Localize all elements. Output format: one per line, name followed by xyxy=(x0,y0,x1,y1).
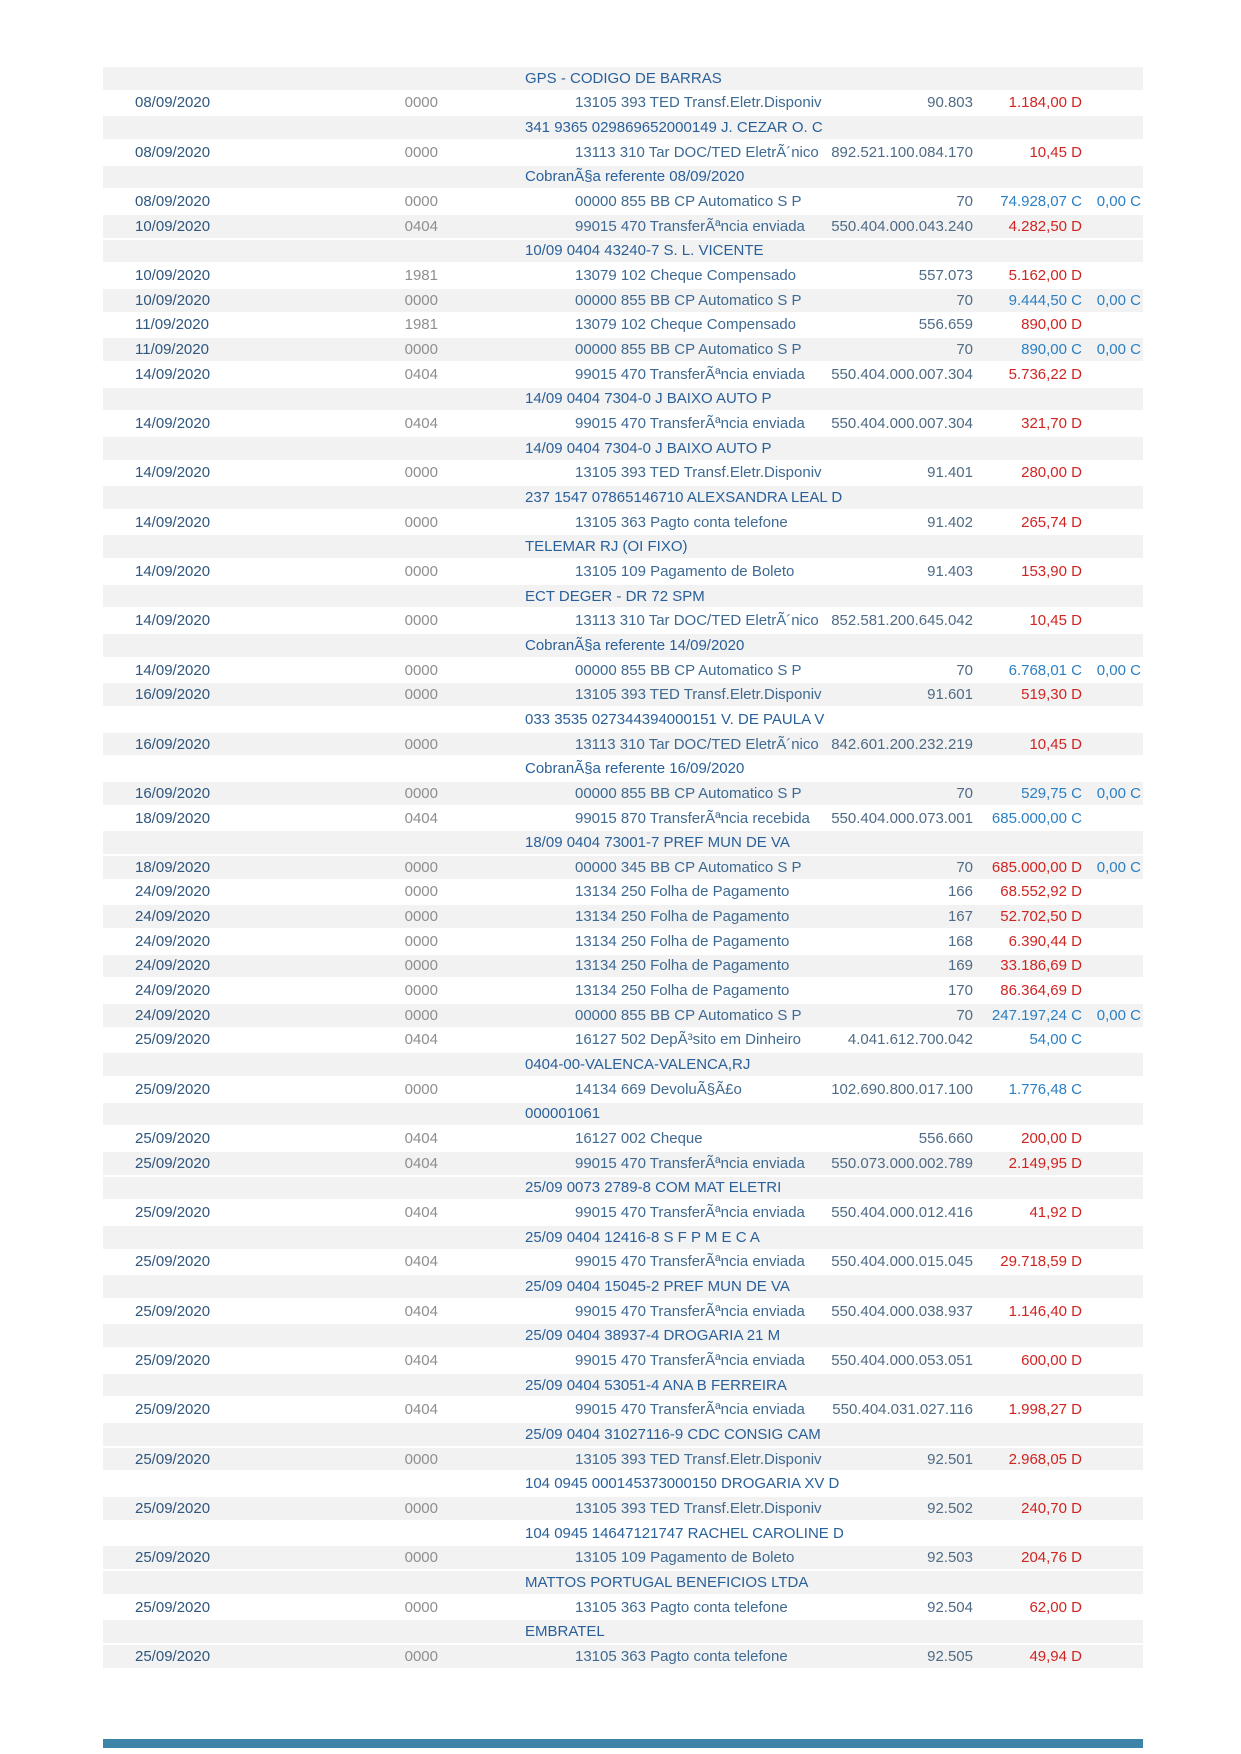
document-number-cell: 550.073.000.002.789 xyxy=(831,1154,973,1172)
transaction-row xyxy=(103,1497,1143,1522)
description-cell: 13134 250 Folha de Pagamento xyxy=(575,908,790,926)
document-number-cell: 550.404.000.053.051 xyxy=(831,1351,973,1369)
document-number-cell: 557.073 xyxy=(918,267,973,285)
transaction-row xyxy=(103,412,1143,437)
detail-text-cell: 0404-00-VALENCA-VALENCA,RJ xyxy=(525,1056,751,1074)
detail-row xyxy=(103,240,1143,265)
detail-row xyxy=(103,388,1143,413)
balance-cell: 0,00 C xyxy=(1096,341,1141,359)
date-cell: 25/09/2020 xyxy=(135,1549,211,1567)
detail-text-cell: 000001061 xyxy=(525,1105,601,1123)
branch-code-cell: 0000 xyxy=(404,883,438,901)
detail-row xyxy=(103,1620,1143,1645)
balance-cell: 0,00 C xyxy=(1096,1006,1141,1024)
branch-code-cell: 0000 xyxy=(404,932,438,950)
document-number-cell: 167 xyxy=(947,908,973,926)
balance-cell: 0,00 C xyxy=(1096,193,1141,211)
detail-row xyxy=(103,1522,1143,1547)
transaction-table xyxy=(103,67,1143,1670)
branch-code-cell: 0404 xyxy=(404,1401,438,1419)
value-cell: 1.146,40 D xyxy=(1008,1302,1082,1320)
transaction-row xyxy=(103,264,1143,289)
detail-row xyxy=(103,437,1143,462)
value-cell: 33.186,69 D xyxy=(1000,957,1082,975)
document-number-cell: 70 xyxy=(956,661,973,679)
date-cell: 16/09/2020 xyxy=(135,735,211,753)
document-number-cell: 550.404.031.027.116 xyxy=(832,1401,973,1419)
transaction-row xyxy=(103,215,1143,240)
document-number-cell: 550.404.000.043.240 xyxy=(831,217,973,235)
detail-text-cell: 341 9365 029869652000149 J. CEZAR O. C xyxy=(525,119,823,137)
description-cell: 13105 393 TED Transf.Eletr.Disponiv xyxy=(575,686,822,704)
transaction-row xyxy=(103,979,1143,1004)
description-cell: 99015 470 TransferÃªncia enviada xyxy=(575,415,805,433)
value-cell: 153,90 D xyxy=(1021,562,1082,580)
document-number-cell: 170 xyxy=(947,982,973,1000)
value-cell: 49,94 D xyxy=(1029,1647,1082,1665)
detail-text-cell: TELEMAR RJ (OI FIXO) xyxy=(525,538,688,556)
detail-row xyxy=(103,535,1143,560)
transaction-row xyxy=(103,905,1143,930)
description-cell: 13105 363 Pagto conta telefone xyxy=(575,513,788,531)
document-number-cell: 556.659 xyxy=(918,316,973,334)
document-number-cell: 892.521.100.084.170 xyxy=(831,143,973,161)
transaction-row xyxy=(103,314,1143,339)
detail-text-cell: ECT DEGER - DR 72 SPM xyxy=(525,587,705,605)
date-cell: 10/09/2020 xyxy=(135,291,211,309)
branch-code-cell: 0404 xyxy=(404,1253,438,1271)
transaction-row xyxy=(103,659,1143,684)
transaction-row xyxy=(103,289,1143,314)
transaction-row xyxy=(103,1152,1143,1177)
transaction-row xyxy=(103,92,1143,117)
transaction-row xyxy=(103,190,1143,215)
description-cell: 99015 470 TransferÃªncia enviada xyxy=(575,1302,805,1320)
detail-row xyxy=(103,634,1143,659)
detail-row xyxy=(103,585,1143,610)
description-cell: 00000 855 BB CP Automatico S P xyxy=(575,784,802,802)
value-cell: 5.736,22 D xyxy=(1008,365,1082,383)
detail-text-cell: 14/09 0404 7304-0 J BAIXO AUTO P xyxy=(525,390,772,408)
branch-code-cell: 0000 xyxy=(404,1080,438,1098)
detail-text-cell: MATTOS PORTUGAL BENEFICIOS LTDA xyxy=(525,1573,809,1591)
document-number-cell: 91.601 xyxy=(927,686,973,704)
description-cell: 99015 870 TransferÃªncia recebida xyxy=(575,809,810,827)
detail-row xyxy=(103,166,1143,191)
transaction-row xyxy=(103,609,1143,634)
balance-cell: 0,00 C xyxy=(1096,858,1141,876)
value-cell: 519,30 D xyxy=(1021,686,1082,704)
document-number-cell: 70 xyxy=(956,291,973,309)
transaction-row xyxy=(103,930,1143,955)
detail-text-cell: 25/09 0404 12416-8 S F P M E C A xyxy=(525,1228,760,1246)
detail-row xyxy=(103,1053,1143,1078)
date-cell: 08/09/2020 xyxy=(135,143,211,161)
value-cell: 600,00 D xyxy=(1021,1351,1082,1369)
transaction-row xyxy=(103,1004,1143,1029)
date-cell: 25/09/2020 xyxy=(135,1302,211,1320)
branch-code-cell: 0000 xyxy=(404,908,438,926)
branch-code-cell: 0404 xyxy=(404,1204,438,1222)
value-cell: 240,70 D xyxy=(1021,1499,1082,1517)
branch-code-cell: 0000 xyxy=(404,982,438,1000)
value-cell: 1.776,48 C xyxy=(1008,1080,1082,1098)
value-cell: 529,75 C xyxy=(1021,784,1082,802)
description-cell: 00000 855 BB CP Automatico S P xyxy=(575,1006,802,1024)
document-number-cell: 550.404.000.007.304 xyxy=(831,365,973,383)
detail-text-cell: 104 0945 000145373000150 DROGARIA XV D xyxy=(525,1475,840,1493)
branch-code-cell: 0000 xyxy=(404,464,438,482)
document-number-cell: 550.404.000.038.937 xyxy=(831,1302,973,1320)
date-cell: 25/09/2020 xyxy=(135,1401,211,1419)
value-cell: 74.928,07 C xyxy=(1000,193,1082,211)
description-cell: 00000 855 BB CP Automatico S P xyxy=(575,661,802,679)
document-number-cell: 4.041.612.700.042 xyxy=(847,1031,973,1049)
date-cell: 14/09/2020 xyxy=(135,513,211,531)
date-cell: 24/09/2020 xyxy=(135,982,211,1000)
value-cell: 54,00 C xyxy=(1029,1031,1082,1049)
description-cell: 13105 393 TED Transf.Eletr.Disponiv xyxy=(575,94,822,112)
date-cell: 08/09/2020 xyxy=(135,94,211,112)
document-number-cell: 169 xyxy=(947,957,973,975)
document-number-cell: 852.581.200.645.042 xyxy=(831,612,973,630)
transaction-row xyxy=(103,1201,1143,1226)
date-cell: 25/09/2020 xyxy=(135,1031,211,1049)
description-cell: 13105 393 TED Transf.Eletr.Disponiv xyxy=(575,1499,822,1517)
date-cell: 10/09/2020 xyxy=(135,217,211,235)
transaction-row xyxy=(103,683,1143,708)
branch-code-cell: 1981 xyxy=(404,316,438,334)
detail-row xyxy=(103,1423,1143,1448)
date-cell: 14/09/2020 xyxy=(135,464,211,482)
transaction-row xyxy=(103,141,1143,166)
transaction-row xyxy=(103,733,1143,758)
value-cell: 2.149,95 D xyxy=(1008,1154,1082,1172)
document-number-cell: 842.601.200.232.219 xyxy=(831,735,973,753)
detail-row xyxy=(103,708,1143,733)
branch-code-cell: 0000 xyxy=(404,1598,438,1616)
date-cell: 14/09/2020 xyxy=(135,415,211,433)
transaction-row xyxy=(103,338,1143,363)
description-cell: 13113 310 Tar DOC/TED EletrÃ´nico xyxy=(575,143,819,161)
branch-code-cell: 0404 xyxy=(404,1351,438,1369)
detail-text-cell: 14/09 0404 7304-0 J BAIXO AUTO P xyxy=(525,439,772,457)
value-cell: 204,76 D xyxy=(1021,1549,1082,1567)
branch-code-cell: 0000 xyxy=(404,1499,438,1517)
description-cell: 00000 855 BB CP Automatico S P xyxy=(575,291,802,309)
detail-text-cell: 237 1547 07865146710 ALEXSANDRA LEAL D xyxy=(525,488,843,506)
detail-row xyxy=(103,1275,1143,1300)
branch-code-cell: 0404 xyxy=(404,1130,438,1148)
value-cell: 10,45 D xyxy=(1029,735,1082,753)
transaction-row xyxy=(103,1300,1143,1325)
description-cell: 13113 310 Tar DOC/TED EletrÃ´nico xyxy=(575,612,819,630)
description-cell: 16127 502 DepÃ³sito em Dinheiro xyxy=(575,1031,801,1049)
document-number-cell: 70 xyxy=(956,1006,973,1024)
value-cell: 280,00 D xyxy=(1021,464,1082,482)
transaction-row xyxy=(103,856,1143,881)
date-cell: 24/09/2020 xyxy=(135,1006,211,1024)
branch-code-cell: 0000 xyxy=(404,562,438,580)
date-cell: 25/09/2020 xyxy=(135,1450,211,1468)
branch-code-cell: 0404 xyxy=(404,415,438,433)
branch-code-cell: 0000 xyxy=(404,1647,438,1665)
date-cell: 08/09/2020 xyxy=(135,193,211,211)
detail-text-cell: 104 0945 14647121747 RACHEL CAROLINE D xyxy=(525,1524,844,1542)
detail-row xyxy=(103,1103,1143,1128)
detail-text-cell: 10/09 0404 43240-7 S. L. VICENTE xyxy=(525,242,764,260)
branch-code-cell: 0000 xyxy=(404,1006,438,1024)
branch-code-cell: 0000 xyxy=(404,513,438,531)
detail-text-cell: 18/09 0404 73001-7 PREF MUN DE VA xyxy=(525,834,790,852)
date-cell: 25/09/2020 xyxy=(135,1647,211,1665)
detail-text-cell: 033 3535 027344394000151 V. DE PAULA V xyxy=(525,710,825,728)
transaction-row xyxy=(103,1596,1143,1621)
date-cell: 24/09/2020 xyxy=(135,957,211,975)
document-number-cell: 92.502 xyxy=(927,1499,973,1517)
transaction-row xyxy=(103,462,1143,487)
branch-code-cell: 0404 xyxy=(404,217,438,235)
description-cell: 99015 470 TransferÃªncia enviada xyxy=(575,1351,805,1369)
document-number-cell: 70 xyxy=(956,193,973,211)
value-cell: 6.390,44 D xyxy=(1008,932,1082,950)
branch-code-cell: 0000 xyxy=(404,341,438,359)
branch-code-cell: 0000 xyxy=(404,661,438,679)
date-cell: 25/09/2020 xyxy=(135,1130,211,1148)
branch-code-cell: 0404 xyxy=(404,1154,438,1172)
detail-text-cell: 25/09 0404 31027116-9 CDC CONSIG CAM xyxy=(525,1425,821,1443)
value-cell: 4.282,50 D xyxy=(1008,217,1082,235)
detail-text-cell: CobranÃ§a referente 14/09/2020 xyxy=(525,636,745,654)
description-cell: 13134 250 Folha de Pagamento xyxy=(575,883,790,901)
document-number-cell: 70 xyxy=(956,341,973,359)
detail-row xyxy=(103,831,1143,856)
branch-code-cell: 0000 xyxy=(404,291,438,309)
value-cell: 62,00 D xyxy=(1029,1598,1082,1616)
branch-code-cell: 0000 xyxy=(404,784,438,802)
transaction-row xyxy=(103,1448,1143,1473)
document-number-cell: 91.402 xyxy=(927,513,973,531)
date-cell: 24/09/2020 xyxy=(135,932,211,950)
detail-text-cell: 25/09 0404 53051-4 ANA B FERREIRA xyxy=(525,1376,787,1394)
value-cell: 10,45 D xyxy=(1029,612,1082,630)
date-cell: 11/09/2020 xyxy=(135,316,209,334)
transaction-row xyxy=(103,1546,1143,1571)
description-cell: 13134 250 Folha de Pagamento xyxy=(575,932,790,950)
description-cell: 16127 002 Cheque xyxy=(575,1130,703,1148)
document-number-cell: 550.404.000.007.304 xyxy=(831,415,973,433)
value-cell: 321,70 D xyxy=(1021,415,1082,433)
branch-code-cell: 0404 xyxy=(404,365,438,383)
branch-code-cell: 0000 xyxy=(404,957,438,975)
date-cell: 25/09/2020 xyxy=(135,1080,211,1098)
description-cell: 99015 470 TransferÃªncia enviada xyxy=(575,217,805,235)
value-cell: 890,00 C xyxy=(1021,341,1082,359)
value-cell: 9.444,50 C xyxy=(1008,291,1082,309)
date-cell: 25/09/2020 xyxy=(135,1204,211,1222)
date-cell: 11/09/2020 xyxy=(135,341,209,359)
document-number-cell: 90.803 xyxy=(927,94,973,112)
document-number-cell: 92.504 xyxy=(927,1598,973,1616)
balance-cell: 0,00 C xyxy=(1096,291,1141,309)
date-cell: 14/09/2020 xyxy=(135,612,211,630)
value-cell: 10,45 D xyxy=(1029,143,1082,161)
footer-bar xyxy=(103,1739,1143,1748)
date-cell: 14/09/2020 xyxy=(135,365,211,383)
value-cell: 52.702,50 D xyxy=(1000,908,1082,926)
date-cell: 18/09/2020 xyxy=(135,858,211,876)
document-number-cell: 102.690.800.017.100 xyxy=(831,1080,973,1098)
branch-code-cell: 0000 xyxy=(404,193,438,211)
branch-code-cell: 0000 xyxy=(404,1549,438,1567)
transaction-row xyxy=(103,1645,1143,1670)
date-cell: 14/09/2020 xyxy=(135,661,211,679)
date-cell: 25/09/2020 xyxy=(135,1154,211,1172)
description-cell: 13105 363 Pagto conta telefone xyxy=(575,1598,788,1616)
description-cell: 00000 855 BB CP Automatico S P xyxy=(575,341,802,359)
description-cell: 13105 363 Pagto conta telefone xyxy=(575,1647,788,1665)
branch-code-cell: 0000 xyxy=(404,858,438,876)
value-cell: 200,00 D xyxy=(1021,1130,1082,1148)
date-cell: 14/09/2020 xyxy=(135,562,211,580)
value-cell: 2.968,05 D xyxy=(1008,1450,1082,1468)
date-cell: 25/09/2020 xyxy=(135,1598,211,1616)
value-cell: 86.364,69 D xyxy=(1000,982,1082,1000)
detail-row xyxy=(103,67,1143,92)
date-cell: 10/09/2020 xyxy=(135,267,211,285)
description-cell: 99015 470 TransferÃªncia enviada xyxy=(575,1253,805,1271)
detail-text-cell: CobranÃ§a referente 08/09/2020 xyxy=(525,168,745,186)
transaction-row xyxy=(103,955,1143,980)
detail-text-cell: 25/09 0404 38937-4 DROGARIA 21 M xyxy=(525,1327,781,1345)
value-cell: 68.552,92 D xyxy=(1000,883,1082,901)
description-cell: 99015 470 TransferÃªncia enviada xyxy=(575,1154,805,1172)
document-number-cell: 70 xyxy=(956,858,973,876)
transaction-row xyxy=(103,807,1143,832)
branch-code-cell: 1981 xyxy=(404,267,438,285)
detail-row xyxy=(103,757,1143,782)
date-cell: 16/09/2020 xyxy=(135,686,211,704)
branch-code-cell: 0000 xyxy=(404,686,438,704)
detail-text-cell: GPS - CODIGO DE BARRAS xyxy=(525,69,722,87)
description-cell: 99015 470 TransferÃªncia enviada xyxy=(575,365,805,383)
description-cell: 00000 345 BB CP Automatico S P xyxy=(575,858,802,876)
document-number-cell: 91.403 xyxy=(927,562,973,580)
detail-row xyxy=(103,1472,1143,1497)
transaction-row xyxy=(103,782,1143,807)
description-cell: 13113 310 Tar DOC/TED EletrÃ´nico xyxy=(575,735,819,753)
value-cell: 6.768,01 C xyxy=(1008,661,1082,679)
detail-row xyxy=(103,1177,1143,1202)
date-cell: 25/09/2020 xyxy=(135,1351,211,1369)
document-number-cell: 92.501 xyxy=(927,1450,973,1468)
date-cell: 24/09/2020 xyxy=(135,908,211,926)
detail-text-cell: EMBRATEL xyxy=(525,1623,605,1641)
detail-row xyxy=(103,486,1143,511)
value-cell: 685.000,00 D xyxy=(991,858,1082,876)
document-number-cell: 168 xyxy=(947,932,973,950)
document-number-cell: 556.660 xyxy=(918,1130,973,1148)
detail-text-cell: CobranÃ§a referente 16/09/2020 xyxy=(525,760,745,778)
branch-code-cell: 0000 xyxy=(404,143,438,161)
description-cell: 99015 470 TransferÃªncia enviada xyxy=(575,1204,805,1222)
detail-row xyxy=(103,1324,1143,1349)
document-number-cell: 550.404.000.015.045 xyxy=(831,1253,973,1271)
value-cell: 890,00 D xyxy=(1021,316,1082,334)
transaction-row xyxy=(103,1029,1143,1054)
balance-cell: 0,00 C xyxy=(1096,784,1141,802)
branch-code-cell: 0000 xyxy=(404,612,438,630)
description-cell: 00000 855 BB CP Automatico S P xyxy=(575,193,802,211)
transaction-row xyxy=(103,1398,1143,1423)
value-cell: 1.998,27 D xyxy=(1008,1401,1082,1419)
branch-code-cell: 0000 xyxy=(404,735,438,753)
description-cell: 13079 102 Cheque Compensado xyxy=(575,267,797,285)
detail-text-cell: 25/09 0073 2789-8 COM MAT ELETRI xyxy=(525,1179,782,1197)
document-number-cell: 70 xyxy=(956,784,973,802)
value-cell: 685.000,00 C xyxy=(991,809,1082,827)
branch-code-cell: 0000 xyxy=(404,94,438,112)
document-number-cell: 550.404.000.012.416 xyxy=(831,1204,973,1222)
branch-code-cell: 0000 xyxy=(404,1450,438,1468)
value-cell: 265,74 D xyxy=(1021,513,1082,531)
transaction-row xyxy=(103,1251,1143,1276)
description-cell: 13105 393 TED Transf.Eletr.Disponiv xyxy=(575,464,822,482)
transaction-row xyxy=(103,363,1143,388)
date-cell: 25/09/2020 xyxy=(135,1253,211,1271)
transaction-row xyxy=(103,1349,1143,1374)
document-number-cell: 166 xyxy=(947,883,973,901)
document-number-cell: 91.401 xyxy=(927,464,973,482)
detail-row xyxy=(103,1374,1143,1399)
date-cell: 24/09/2020 xyxy=(135,883,211,901)
branch-code-cell: 0404 xyxy=(404,809,438,827)
value-cell: 1.184,00 D xyxy=(1008,94,1082,112)
value-cell: 5.162,00 D xyxy=(1008,267,1082,285)
branch-code-cell: 0404 xyxy=(404,1031,438,1049)
date-cell: 16/09/2020 xyxy=(135,784,211,802)
date-cell: 25/09/2020 xyxy=(135,1499,211,1517)
detail-row xyxy=(103,116,1143,141)
document-number-cell: 550.404.000.073.001 xyxy=(831,809,973,827)
detail-row xyxy=(103,1226,1143,1251)
document-number-cell: 92.503 xyxy=(927,1549,973,1567)
transaction-row xyxy=(103,1078,1143,1103)
document-number-cell: 92.505 xyxy=(927,1647,973,1665)
description-cell: 13105 393 TED Transf.Eletr.Disponiv xyxy=(575,1450,822,1468)
value-cell: 29.718,59 D xyxy=(1000,1253,1082,1271)
detail-text-cell: 25/09 0404 15045-2 PREF MUN DE VA xyxy=(525,1277,790,1295)
branch-code-cell: 0404 xyxy=(404,1302,438,1320)
description-cell: 99015 470 TransferÃªncia enviada xyxy=(575,1401,805,1419)
description-cell: 13105 109 Pagamento de Boleto xyxy=(575,562,795,580)
date-cell: 18/09/2020 xyxy=(135,809,211,827)
value-cell: 41,92 D xyxy=(1029,1204,1082,1222)
transaction-row xyxy=(103,1127,1143,1152)
description-cell: 13105 109 Pagamento de Boleto xyxy=(575,1549,795,1567)
transaction-row xyxy=(103,881,1143,906)
transaction-row xyxy=(103,511,1143,536)
balance-cell: 0,00 C xyxy=(1096,661,1141,679)
value-cell: 247.197,24 C xyxy=(991,1006,1082,1024)
transaction-row xyxy=(103,560,1143,585)
detail-row xyxy=(103,1571,1143,1596)
description-cell: 13134 250 Folha de Pagamento xyxy=(575,957,790,975)
description-cell: 14134 669 DevoluÃ§Ã£o xyxy=(575,1080,742,1098)
description-cell: 13134 250 Folha de Pagamento xyxy=(575,982,790,1000)
description-cell: 13079 102 Cheque Compensado xyxy=(575,316,797,334)
